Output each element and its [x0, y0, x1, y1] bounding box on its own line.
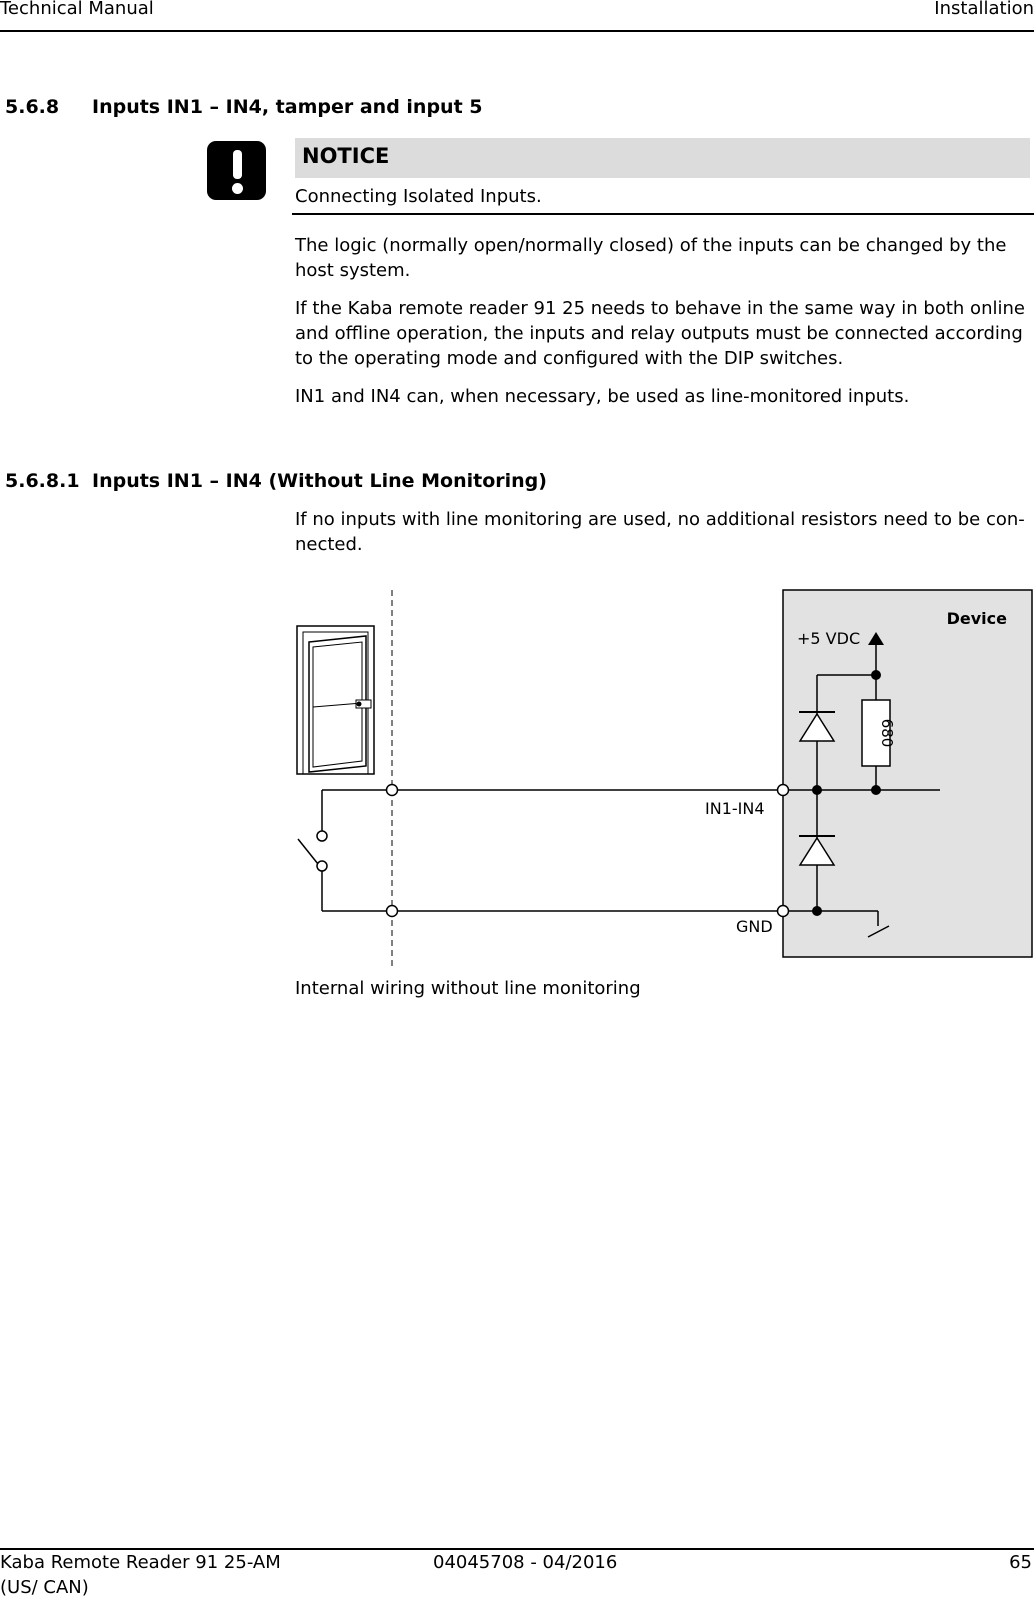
section-title: Inputs IN1 – IN4, tamper and input 5: [92, 96, 483, 118]
notice-subtitle: Connecting Isolated Inputs.: [295, 186, 542, 207]
figure-caption: Internal wiring without line monitoring: [295, 978, 641, 999]
paragraph-line-monitored: IN1 and IN4 can, when necessary, be used as line-monitored inputs.: [295, 386, 910, 407]
terminal-gnd-device: [778, 906, 789, 917]
paragraph-kaba: If the Kaba remote reader 91 25 needs to behave in the same way in both online and offline operation, the inputs and relay outputs must be connected according to the operating mode and configured with the DIP switches.: [295, 298, 1025, 369]
footer-docnum: 04045708 - 04/2016: [433, 1552, 618, 1573]
switch-contact-top: [317, 831, 327, 841]
resistor-label: 680: [878, 718, 896, 748]
notice-title: NOTICE: [302, 144, 390, 168]
section-number: 5.6.8: [5, 96, 60, 118]
terminal-in-device: [778, 785, 789, 796]
footer-page-number: 65: [1009, 1552, 1032, 1573]
subsection-number: 5.6.8.1: [5, 470, 80, 492]
vdc-label: +5 VDC: [797, 629, 861, 648]
footer-product: Kaba Remote Reader 91 25-AM (US/ CAN): [0, 1552, 281, 1598]
running-header-right: Installation: [934, 0, 1034, 19]
gnd-label: GND: [736, 917, 773, 936]
subsection-title: Inputs IN1 – IN4 (Without Line Monitoring): [92, 470, 547, 492]
terminal-in-left: [387, 785, 398, 796]
switch-contact-bottom: [317, 861, 327, 871]
running-header-left: Technical Manual: [0, 0, 154, 19]
switch-arm: [298, 839, 318, 864]
terminal-gnd-left: [387, 906, 398, 917]
subsection-paragraph: If no inputs with line monitoring are used, no additional resistors need to be con- nected.: [295, 509, 1025, 555]
device-label: Device: [946, 609, 1007, 628]
in-label: IN1-IN4: [705, 799, 765, 818]
paragraph-logic: The logic (normally open/normally closed) of the inputs can be changed by the host system.: [295, 235, 1007, 281]
